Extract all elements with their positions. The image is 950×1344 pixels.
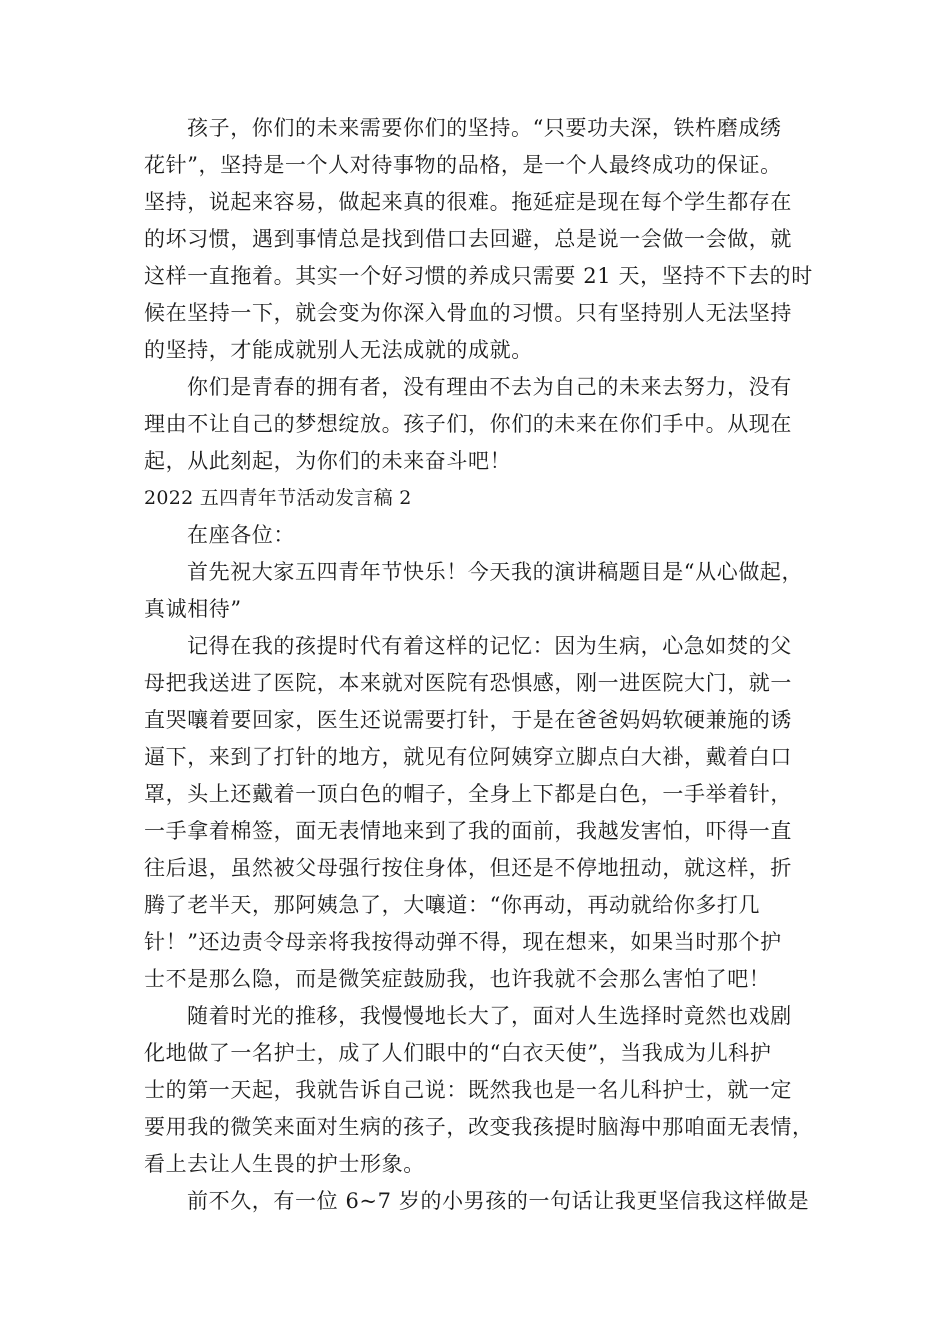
text-line: 孩子，你们的未来需要你们的坚持。“只要功夫深，铁杵磨成绣 xyxy=(187,116,782,140)
text-line: 往后退，虽然被父母强行按住身体，但还是不停地扭动，就这样，折 xyxy=(144,856,792,880)
text-line: 看上去让人生畏的护士形象。 xyxy=(144,1152,425,1176)
text-line: 起，从此刻起，为你们的未来奋斗吧！ xyxy=(144,449,512,473)
text-line: 记得在我的孩提时代有着这样的记忆：因为生病，心急如焚的父 xyxy=(187,634,792,658)
text-line: 士不是那么隐，而是微笑症鼓励我，也许我就不会那么害怕了吧！ xyxy=(144,967,771,991)
text-line: 直哭嚷着要回家，医生还说需要打针，于是在爸爸妈妈软硬兼施的诱 xyxy=(144,708,792,732)
text-line: 真诚相待” xyxy=(144,597,242,621)
text-line: 母把我送进了医院，本来就对医院有恐惧感，刚一进医院大门，就一 xyxy=(144,671,792,695)
text-line: 在座各位： xyxy=(187,523,295,547)
text-line: 首先祝大家五四青年节快乐！今天我的演讲稿题目是“从心做起， xyxy=(187,560,804,584)
text-line: 一手拿着棉签，面无表情地来到了我的面前，我越发害怕，吓得一直 xyxy=(144,819,792,843)
text-line: 理由不让自己的梦想绽放。孩子们，你们的未来在你们手中。从现在 xyxy=(144,412,792,436)
text-line: 坚持，说起来容易，做起来真的很难。拖延症是现在每个学生都存在 xyxy=(144,190,792,214)
text-line: 候在坚持一下，就会变为你深入骨血的习惯。只有坚持别人无法坚持 xyxy=(144,301,792,325)
text-line: 的坚持，才能成就别人无法成就的成就。 xyxy=(144,338,533,362)
text-line: 这样一直拖着。其实一个好习惯的养成只需要 21 天，坚持不下去的时 xyxy=(144,264,813,288)
section-heading: 2022 五四青年节活动发言稿 2 xyxy=(144,487,412,509)
text-line: 士的第一天起，我就告诉自己说：既然我也是一名儿科护士，就一定 xyxy=(144,1078,792,1102)
text-line: 随着时光的推移，我慢慢地长大了，面对人生选择时竟然也戏剧 xyxy=(187,1004,792,1028)
text-line: 花针”，坚持是一个人对待事物的品格，是一个人最终成功的保证。 xyxy=(144,153,782,177)
text-line: 逼下，来到了打针的地方，就见有位阿姨穿立脚点白大褂，戴着白口 xyxy=(144,745,792,769)
text-line: 针！”还边责令母亲将我按得动弹不得，现在想来，如果当时那个护 xyxy=(144,930,782,954)
text-line: 你们是青春的拥有者，没有理由不去为自己的未来去努力，没有 xyxy=(187,375,792,399)
text-line: 要用我的微笑来面对生病的孩子，改变我孩提时脑海中那咱面无表情， xyxy=(144,1115,814,1139)
text-line: 的坏习惯，遇到事情总是找到借口去回避，总是说一会做一会做，就 xyxy=(144,227,792,251)
text-line: 腾了老半天，那阿姨急了，大嚷道：“你再动，再动就给你多打几 xyxy=(144,893,761,917)
text-line: 罩，头上还戴着一顶白色的帽子，全身上下都是白色，一手举着针， xyxy=(144,782,792,806)
text-line: 化地做了一名护士，成了人们眼中的“白衣天使”，当我成为儿科护 xyxy=(144,1041,772,1065)
text-line: 前不久，有一位 6~7 岁的小男孩的一句话让我更坚信我这样做是 xyxy=(187,1189,810,1213)
